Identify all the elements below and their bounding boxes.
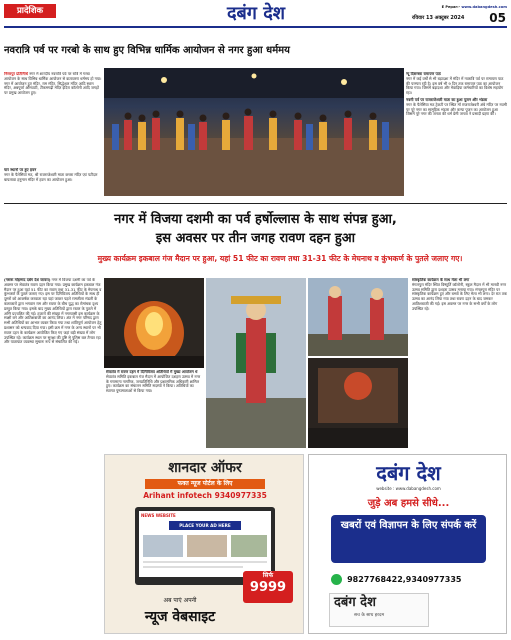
story2-subhead-part1: मुख्य कार्यक्रम इकबाल गंज मैदान पर हुआ, यहां: [97, 254, 233, 263]
ravan-photo-bottom-svg: [308, 358, 408, 448]
story2-col1-text: नगर में विजया दशमी का पर्व के अवसर पर सेवातंत्र रावण दहन किया गया। प्रमुख कार्यक्रम इकबाल गंज मैदान पर हुआ यहां 51 फीट का रावण तथा 31-31 फीट के मेघनाथ व कुंभकर्ण के पुतले जलाए गए। इस पर दिगिविजय अतिथियों के साथ ही दूसरों को आकर्षक करवाता रहा यहां जाकर पहले रामलीला मंडली के कलाकारों द्वारा भगवान राम और रावण के बीच युद्ध का रोमांचक दृश्य प्रस्तुत किया गया। इसके बाद मुख्य अतिथियों द्वारा रावण के पुतले में अग्नि प्रज्वलित की गई। हजारों की संख्या में नगरवासी इस कार्यक्रम के साक्षी बने और आतिशबाजी का आनंद लिया। अंत में नगर परिषद द्वारा सभी अतिथियों का आभार व्यक्त किया गया तथा शांतिपूर्ण आयोजन हेतु प्रशासन को धन्यवाद दिया गया। इसी क्रम में नगर के अन्य स्थानों पर भी रावण दहन के कार्यक्रम आयोजित किए गए जहां बड़ी संख्या में लोग उपस्थित रहे। कार्यक्रम स्थल पर सुरक्षा की दृष्टि से पुलिस बल तैनात रहा और यातायात व्यवस्था सुचारू रूप से संचालित की गई।: [4, 278, 102, 345]
story2-subhead-part2: फीट का रावण तथा: [243, 254, 303, 263]
story2-col2: [106, 370, 202, 448]
epaper-label: E Pepar:-: [441, 5, 461, 9]
dabang-ad-cta-box: [331, 515, 486, 563]
garba-photo: [104, 68, 404, 196]
screen-thumb-3: [231, 535, 267, 557]
price-label: सिर्फ: [262, 572, 274, 579]
story1-left-subhead: चार स्थानों पर हुए हवन: [4, 168, 37, 172]
screen-brand: NEWS WEBSITE: [141, 513, 176, 518]
dabang-ad-phone[interactable]: 9827768422,9340977335: [347, 575, 462, 584]
story2-col3-text: मंगलपुरा मंदिर स्थित विष्णुर्ति कॉलोनी, स्कूल मैदान में भी मानवी नगर उत्सव समिति द्वारा दशहरा उत्सव मनाया गया। मंगलपुरा मंदिर पर सांस्कृतिक कार्यक्रम हुए और बच्चों के लिए मेला भी लगा। देर रात तक उत्सव का आनंद लिया गया तथा रावण दहन के बाद जमकर आतिशबाजी की गई। इस अवसर पर नगर के सभी वर्गों के लोग उपस्थित रहे।: [412, 281, 507, 311]
masthead: दबंग देश: [226, 3, 286, 24]
ravan-photo-center: [206, 278, 306, 448]
epaper-line: [392, 5, 507, 10]
epaper-url[interactable]: www.dabangdesh.com: [461, 5, 507, 9]
story2-col1: [4, 278, 102, 634]
story1-left-text2: नगर के पैलेसियां मठ, श्री राजराजेश्वरी माता कचरा मंदिर एवं पटीदार बायलावा हनुमान मंदिर में हवन का आयोजन हुआ।: [4, 171, 98, 182]
story1-left-byline: निसरपुर प्रतिनिधि: [4, 72, 28, 76]
section-label-box: [4, 4, 56, 18]
website-ad-tagline-big: न्यूज वेबसाइट: [144, 609, 216, 625]
page-number: 05: [489, 11, 506, 25]
website-ad-subtitle: फक्त न्यूज पोर्टल के लिए: [177, 480, 233, 487]
website-ad-tagline: अब पाएं अपनी: [163, 597, 197, 604]
ravan-photo-right: [308, 278, 408, 356]
story1-left-column: [4, 72, 102, 168]
story1-headline: नवरात्रि पर्व पर गरबो के साथ हुए विभिन्न धार्मिक आयोजन से नगर हुआ धर्ममय: [4, 45, 290, 56]
story1-right-byline: न्यू दिसम्बरा रामायण पाठ: [406, 72, 441, 76]
dabang-ad-website: website : www.dabangdesh.com: [376, 486, 441, 491]
dabang-ad-footer: [329, 593, 429, 627]
screen-line-1: [143, 561, 267, 563]
garba-photo-svg: [104, 68, 404, 196]
story2-col2-caption-title: सेवातंत्र में रावण दहन में दिगिविजय अतिथियों में मुख्य आयोजन थे: [106, 370, 198, 374]
story1-right-text: नगर में कई वर्षों से भी बड़ादशा में मंदिर में नवरात्रि पर्व पर रामायण पाठ की परम्परा रही है। इस वर्ष भी 9 दिन तक रामायण पाठ का आयोजन किया गया। जिसमें बड़ादशा और मेवाड़िया कर्मचारियों का विशेष सहयोग रहा।: [406, 75, 504, 96]
story2-headline: [4, 210, 507, 248]
whatsapp-icon: [331, 574, 342, 585]
ravan-photo-center-svg: [206, 278, 306, 448]
story2-col1-byline: (नसरू मोहम्मद दबंग देश जावरा): [4, 278, 51, 282]
price-badge: [243, 571, 293, 603]
dabang-ad-cta: खबरों एवं विज्ञापन के लिए संपर्क करें: [340, 520, 477, 531]
header-rule: [4, 26, 507, 28]
issue-date: रविवार 13 अक्टूबर 2024: [412, 15, 465, 21]
dabang-ad-slogan: जुड़े अब हमसे सीधे...: [367, 498, 450, 509]
story2-col2-text: सेवातंत्र समिति इकबाल गंज मैदान में आयोजित दशहरा उत्सव में नगर के गणमान्य नागरिक, जनप्रतिनिधि और प्रशासनिक अधिकारी शामिल हुए। कार्यक्रम का संचालन समिति सदस्यों ने किया। अतिथियों का स्वागत पुष्पमालाओं से किया गया।: [106, 373, 201, 394]
screen-ad-label: PLACE YOUR AD HERE: [169, 521, 241, 530]
story2-subhead: [60, 253, 500, 264]
dabang-ad[interactable]: [308, 454, 507, 634]
story2-subhead-part3: फीट के मेघनाथ व कुंभकर्ण के पुतले जलाए गए।: [326, 254, 463, 263]
ravan-photo-left: [104, 278, 204, 368]
story2-headline-line2: इस अवसर पर तीन जगह रावण दहन हुआ: [155, 231, 356, 246]
ravan-photo-bottom: [308, 358, 408, 448]
website-ad-company: Arihant infotech 9340977335: [143, 491, 267, 500]
phone-row: [331, 569, 491, 583]
story2-col3-title: सांस्कृतिक कार्यक्रम के साथ मेला भी लगा: [412, 278, 470, 282]
dabang-ad-masthead: दबंग देश: [376, 461, 441, 485]
screen-line-2: [143, 566, 243, 568]
story1-left-sub: [4, 168, 102, 198]
story1-rule: [4, 203, 507, 204]
section-label: प्रादेशिक: [16, 6, 44, 16]
screen-thumb-1: [143, 535, 183, 557]
ravan-photo-right-svg: [308, 278, 408, 356]
story2-subhead-num1: 51: [232, 254, 244, 263]
ravan-photo-left-svg: [104, 278, 204, 368]
price-value: 9999: [249, 580, 287, 595]
website-ad-title: शानदार ऑफर: [168, 460, 242, 476]
website-ad[interactable]: [104, 454, 304, 634]
dabang-footer-brand: दबंग देश: [334, 595, 376, 610]
story2-subhead-num2: 31-31: [302, 254, 327, 263]
website-ad-subtitle-box: [145, 479, 265, 489]
story1-left-text: नगर में शारदीय नवरात्रि पर्व पर रात्रि में गरबा आयोजन के साथ विभिन्न धार्मिक आयोजन से वातावरण धर्ममय हो गया। नगर में आयोजन हुए मंदिर, राम मंदिर, सिद्धेश्वर मंदिर आदि स्थान मंदिर, अन्नपूर्णा ओमवाटी, टीकमगढ़ी मंदिर इंदिरा कॉलोनी आदि जगहों पर प्रमुख आयोजन हुए।: [4, 72, 102, 96]
story2-col3: [412, 278, 507, 448]
story1-right-subhead: नवमी पर्व पर राजराजेश्वरी माता का हुआ पूजन और भंडारा: [406, 96, 488, 102]
dabang-footer-tag: सच के साथ हरदम: [354, 613, 385, 618]
story1-right-text2: नगर के पैलेसिया मठ ट्रेकटी पर स्थित माँ राजराजेश्वरी अंबे मंदिर पर नवमी पर पूरे नगर का सामूहिक भंडारा और कन्या पूजन का आयोजन हुआ जिसमें पूरे नगर की जनता की धर्म प्रेमी जनता ने प्रसादी ग्रहण की।: [406, 101, 507, 117]
laptop-screen: [139, 511, 271, 577]
story1-right-column: [406, 72, 507, 200]
story2-headline-line1: नगर में विजया दशमी का पर्व हर्षोल्लास के साथ संपन्न हुआ,: [114, 212, 397, 227]
screen-thumb-2: [187, 535, 227, 557]
